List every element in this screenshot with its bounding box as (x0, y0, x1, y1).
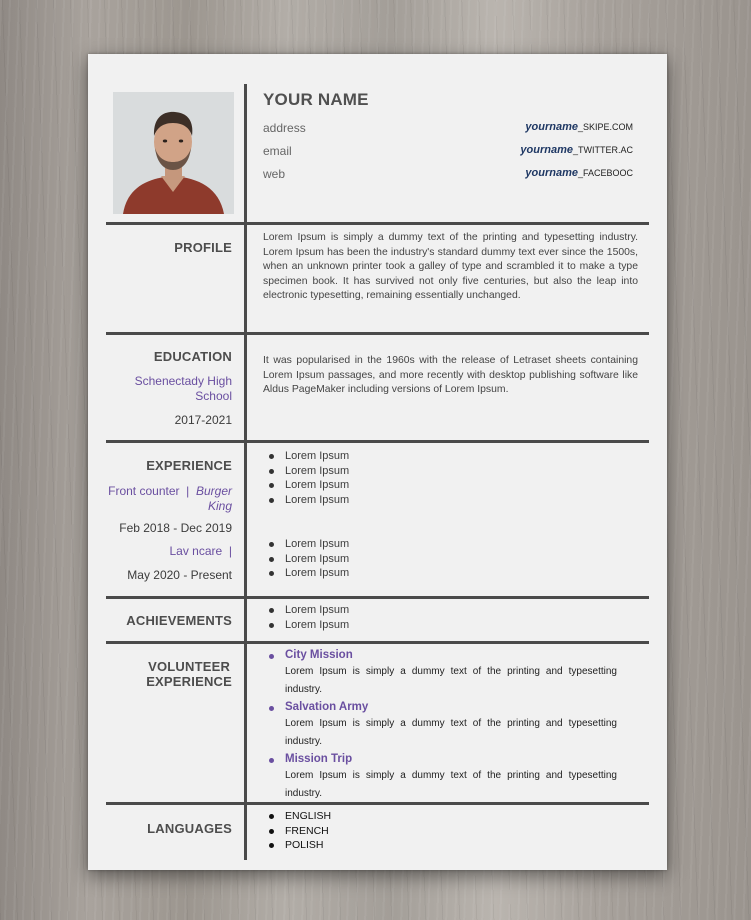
contact-suffix: _TWITTER.AC (573, 145, 633, 155)
list-item: Lorem Ipsum (268, 537, 349, 552)
full-name: YOUR NAME (263, 90, 369, 109)
volunteer-desc: Lorem Ipsum is simply a dummy text of the printing and typesetting industry. (285, 718, 617, 747)
contact-value-address[interactable] (525, 121, 633, 133)
profile-heading: PROFILE (174, 240, 232, 255)
contact-handle: yourname (525, 121, 578, 133)
contact-label-email: email (263, 144, 292, 158)
job1-title (108, 484, 232, 514)
achievements-heading: ACHIEVEMENTS (126, 613, 232, 628)
list-item: FRENCH (268, 824, 331, 839)
list-item: Lorem Ipsum (268, 603, 349, 618)
education-heading: EDUCATION (153, 349, 232, 364)
list-item: Lorem Ipsum (268, 478, 349, 493)
section-divider (106, 440, 649, 443)
job2-title (170, 544, 233, 559)
volunteer-heading-line: VOLUNTEER (148, 659, 231, 674)
list-item: Lorem Ipsum (268, 552, 349, 567)
section-divider (106, 596, 649, 599)
volunteer-item (268, 752, 617, 803)
job1-company: Burger (195, 484, 232, 498)
contact-label-address: address (263, 121, 306, 135)
job1-dates: Feb 2018 - Dec 2019 (119, 521, 232, 535)
list-item: Lorem Ipsum (268, 464, 349, 479)
resume-page (88, 54, 667, 870)
education-school (135, 374, 232, 404)
section-divider (106, 802, 649, 805)
volunteer-title: Mission Trip (285, 753, 353, 765)
contact-handle: yourname (520, 144, 573, 156)
profile-text: Lorem Ipsum is simply a dummy text of the printing and typesetting industry. Lorem Ipsum has been the industry's standard dummy text ever since the 1500s, when an unknown printer took a galley of type and scrambled it to make a type specimen book. It has survived not only five centuries, but also the leap into electronic typesetting, remaining essentially unchanged. (263, 232, 638, 301)
volunteer-desc: Lorem Ipsum is simply a dummy text of the printing and typesetting industry. (285, 770, 617, 799)
volunteer-item (268, 700, 617, 751)
job1-bullets (268, 449, 349, 508)
volunteer-title: Salvation Army (285, 701, 369, 713)
vertical-divider (244, 84, 247, 860)
job2-bullets (268, 537, 349, 581)
volunteer-list (268, 648, 617, 804)
list-item: ENGLISH (268, 809, 331, 824)
profile-photo (113, 92, 234, 214)
volunteer-desc: Lorem Ipsum is simply a dummy text of the printing and typesetting industry. (285, 666, 617, 695)
list-item: Lorem Ipsum (268, 566, 349, 581)
section-divider (106, 641, 649, 644)
job1-company-line2: King (207, 499, 232, 513)
job1-separator: | (186, 484, 190, 498)
school-name-line: Schenectady High (134, 374, 232, 388)
achievements-bullets (268, 603, 349, 632)
contact-value-web[interactable] (525, 167, 633, 179)
list-item: Lorem Ipsum (268, 618, 349, 633)
languages-list (268, 809, 331, 853)
volunteer-heading (146, 659, 232, 689)
contact-suffix: _SKIPE.COM (577, 122, 633, 132)
list-item: Lorem Ipsum (268, 493, 349, 508)
volunteer-item (268, 648, 617, 699)
list-item: Lorem Ipsum (268, 449, 349, 464)
contact-handle: yourname (525, 167, 578, 179)
contact-value-email[interactable] (520, 144, 633, 156)
job2-separator: | (228, 544, 232, 558)
education-years: 2017-2021 (174, 413, 232, 427)
job2-role: Lav ncare (169, 544, 223, 558)
education-text: It was popularised in the 1960s with the release of Letraset sheets containing Lorem Ipsum passages, and more recently with desktop publishing software like Aldus PageMaker including versions of Lorem Ipsum. (263, 355, 638, 395)
contact-label-web: web (263, 167, 286, 181)
languages-heading: LANGUAGES (147, 821, 232, 836)
section-divider (106, 222, 649, 225)
section-divider (106, 332, 649, 335)
volunteer-heading-line: EXPERIENCE (146, 674, 232, 689)
job2-dates: May 2020 - Present (127, 568, 232, 582)
school-name-line: School (195, 389, 232, 403)
experience-heading: EXPERIENCE (146, 458, 232, 473)
list-item: POLISH (268, 838, 331, 853)
volunteer-title: City Mission (285, 649, 353, 661)
contact-suffix: _FACEBOOC (577, 168, 633, 178)
job1-role: Front counter (108, 484, 180, 498)
